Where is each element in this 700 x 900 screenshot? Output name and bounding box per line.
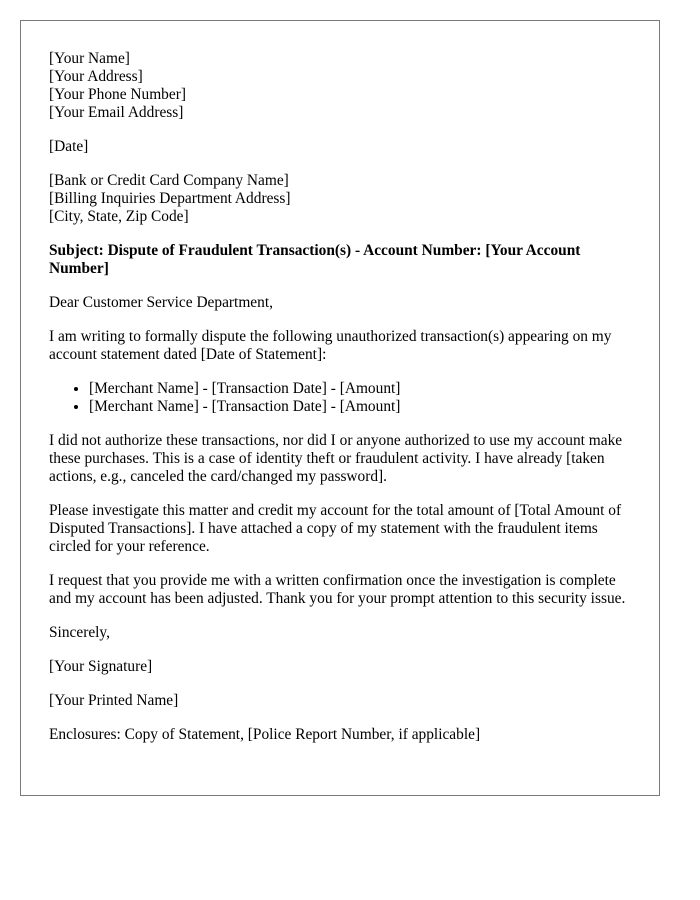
intro-paragraph: I am writing to formally dispute the following unauthorized transaction(s) appearing on my account statement dated [Date of Statement]: <box>49 328 612 363</box>
sender-name: [Your Name] <box>49 50 130 67</box>
sender-email: [Your Email Address] <box>49 104 184 121</box>
recipient-block <box>49 172 631 226</box>
sender-block <box>49 50 631 122</box>
recipient-city-state-zip: [City, State, Zip Code] <box>49 208 189 225</box>
recipient-department-address: [Billing Inquiries Department Address] <box>49 190 291 207</box>
sender-address: [Your Address] <box>49 68 143 85</box>
recipient-company: [Bank or Credit Card Company Name] <box>49 172 289 189</box>
list-item: • [Merchant Name] - [Transaction Date] - [Amount] <box>89 380 631 398</box>
enclosures: Enclosures: Copy of Statement, [Police Report Number, if applicable] <box>49 726 481 743</box>
not-authorized-paragraph: I did not authorize these transactions, nor did I or anyone authorized to use my account make these purchases. This is a case of identity theft or fraudulent activity. I have already [taken actions, e.g., canceled the card/changed my password]. <box>49 432 623 485</box>
letter-page <box>20 20 660 796</box>
list-item: • [Merchant Name] - [Transaction Date] - [Amount] <box>89 398 631 416</box>
sender-phone: [Your Phone Number] <box>49 86 186 103</box>
printed-name: [Your Printed Name] <box>49 692 179 709</box>
signature: [Your Signature] <box>49 658 153 675</box>
investigate-paragraph: Please investigate this matter and credit my account for the total amount of [Total Amount of Disputed Transactions]. I have attached a copy of my statement with the fraudulent items circled for your reference. <box>49 502 622 555</box>
confirmation-paragraph: I request that you provide me with a written confirmation once the investigation is complete and my account has been adjusted. Thank you for your prompt attention to this security issue. <box>49 572 626 607</box>
salutation: Dear Customer Service Department, <box>49 294 273 311</box>
transaction-list <box>49 380 631 416</box>
subject-line: Subject: Dispute of Fraudulent Transaction(s) - Account Number: [Your Account Number] <box>49 242 581 277</box>
closing: Sincerely, <box>49 624 110 641</box>
letter-date: [Date] <box>49 138 89 155</box>
